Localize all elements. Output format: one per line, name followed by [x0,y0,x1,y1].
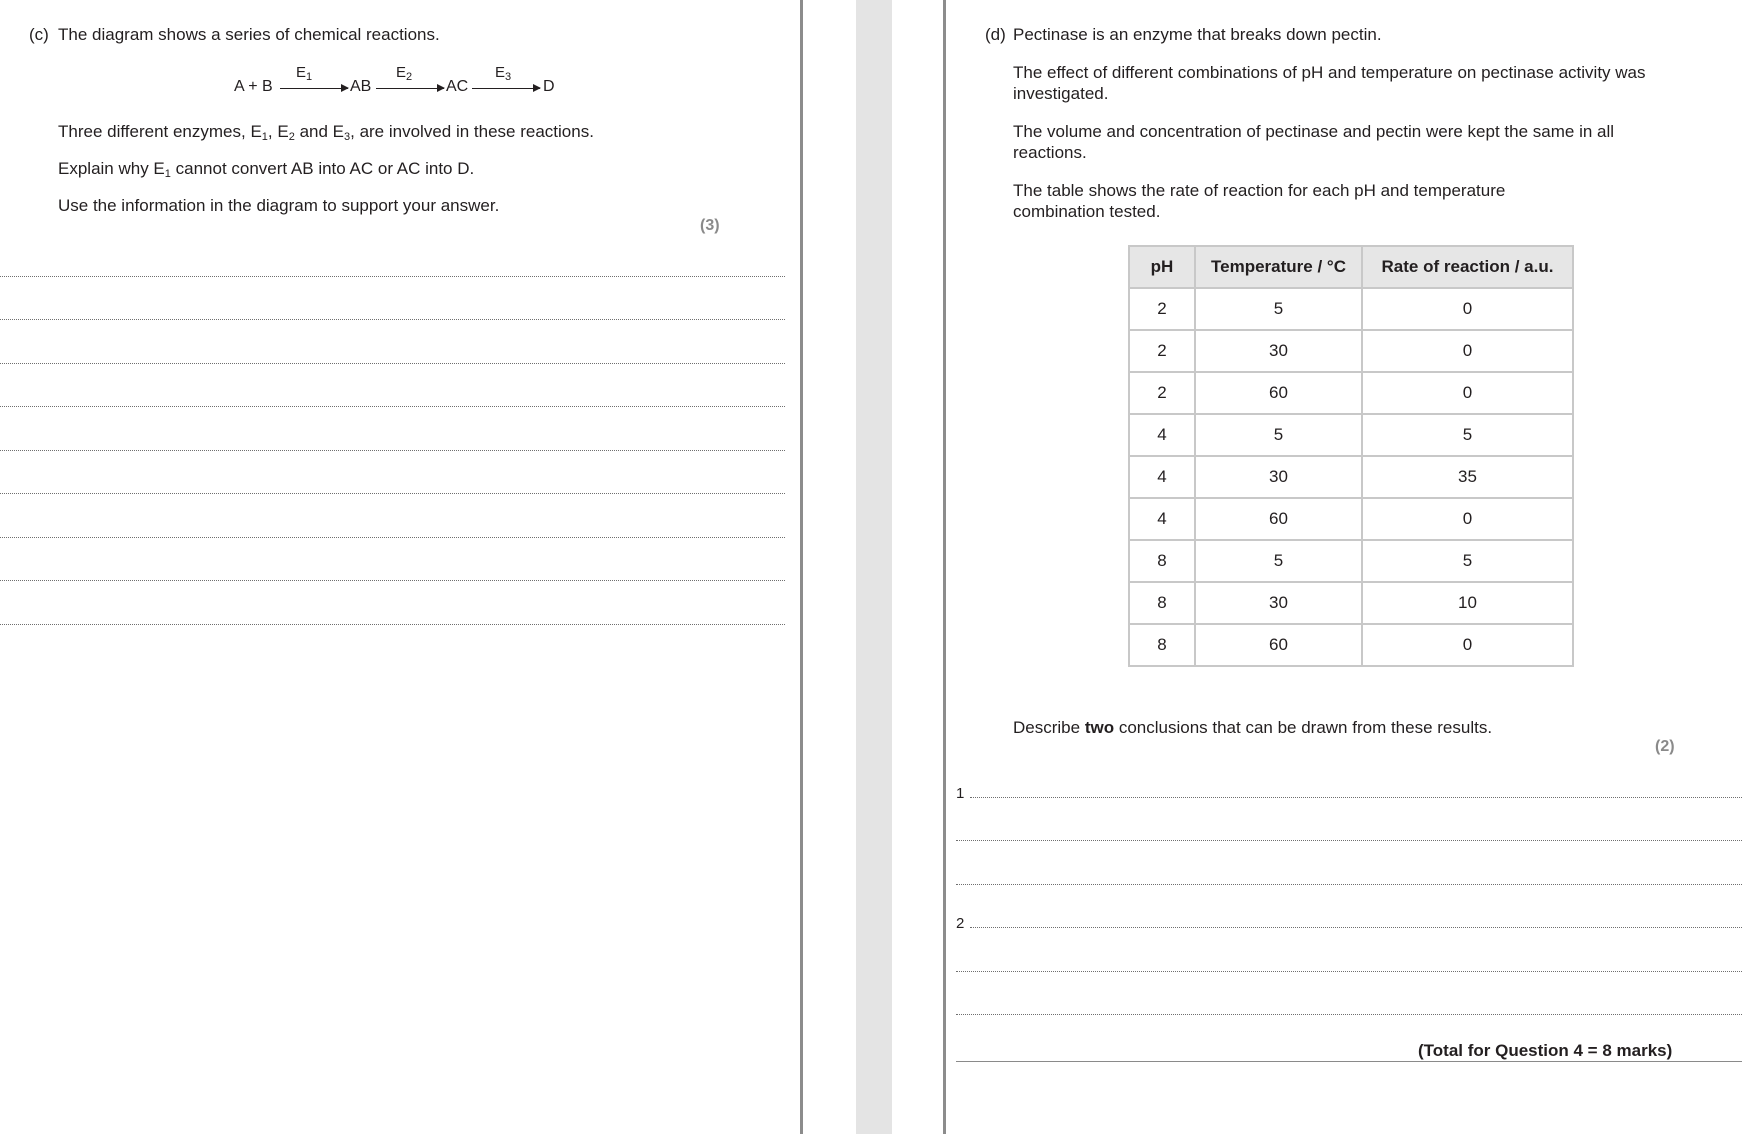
cell-ph: 4 [1129,414,1195,456]
cell-temperature: 30 [1195,582,1362,624]
table-row [1129,288,1573,330]
scheme-product-ac: AC [446,78,469,95]
answer-line[interactable] [0,319,785,320]
answer-line[interactable] [0,493,785,494]
part-d-para-1: The effect of different combinations of pH and temperature on pectinase activity was investigated. [1013,63,1646,103]
cell-rate: 0 [1362,624,1573,666]
scheme-arrow-1 [280,88,348,89]
header-temperature: Temperature / °C [1195,246,1362,288]
cell-rate: 0 [1362,372,1573,414]
answer-line[interactable] [0,406,785,407]
scheme-arrow-2 [376,88,444,89]
results-table [1128,245,1574,667]
answer-line[interactable] [0,363,785,364]
scheme-enzyme-e2: $E_2$ [396,64,413,83]
cell-temperature: 5 [1195,414,1362,456]
cell-ph: 8 [1129,624,1195,666]
cell-rate: 10 [1362,582,1573,624]
answer-line[interactable] [0,624,785,625]
part-c-label: (c) [29,25,49,44]
part-c-marks: (3) [700,217,720,234]
cell-temperature: 5 [1195,288,1362,330]
table-header-row [1129,246,1573,288]
table-row [1129,498,1573,540]
scheme-product-ab: AB [350,78,372,95]
answer-line[interactable] [0,537,785,538]
part-d-intro: Pectinase is an enzyme that breaks down pectin. [1013,25,1382,44]
answer-line[interactable] [0,450,785,451]
answer-number-1: 1 [956,785,965,802]
cell-temperature: 30 [1195,330,1362,372]
part-c-instruction: Use the information in the diagram to support your answer. [58,196,500,215]
table-row [1129,540,1573,582]
answer-line[interactable] [970,927,1742,928]
part-d-para-3: The table shows the rate of reaction for each pH and temperature combination tested. [1013,181,1506,221]
table-row [1129,624,1573,666]
table-row [1129,330,1573,372]
cell-temperature: 30 [1195,456,1362,498]
part-c-intro: The diagram shows a series of chemical reactions. [58,25,440,44]
header-rate: Rate of reaction / a.u. [1362,246,1573,288]
part-d-para-2: The volume and concentration of pectinase and pectin were kept the same in all reactions. [1013,122,1615,162]
scheme-arrow-3 [472,88,540,89]
total-rule [956,1061,1742,1062]
header-ph: pH [1129,246,1195,288]
cell-rate: 5 [1362,540,1573,582]
part-d-marks: (2) [1655,738,1675,755]
cell-rate: 0 [1362,330,1573,372]
cell-ph: 4 [1129,456,1195,498]
scheme-product-d: D [543,78,555,95]
cell-temperature: 60 [1195,498,1362,540]
answer-line[interactable] [956,840,1742,841]
answer-line[interactable] [956,1014,1742,1015]
cell-ph: 2 [1129,330,1195,372]
cell-ph: 2 [1129,288,1195,330]
answer-number-2: 2 [956,915,965,932]
part-d-question: Describe two conclusions that can be drawn from these results. [1013,718,1493,737]
answer-line[interactable] [970,797,1742,798]
scheme-enzyme-e1: $E_1$ [296,64,313,83]
part-d-label: (d) [985,25,1006,44]
table-row [1129,414,1573,456]
answer-line[interactable] [956,971,1742,972]
left-page [0,0,800,1134]
part-c-question: Explain why $E_1$ cannot convert AB into AC or AC into D. [58,159,475,180]
cell-ph: 2 [1129,372,1195,414]
page-edge-left [800,0,803,1134]
cell-rate: 5 [1362,414,1573,456]
cell-temperature: 60 [1195,372,1362,414]
cell-ph: 8 [1129,540,1195,582]
scheme-enzyme-e3: $E_3$ [495,64,512,83]
table-row [1129,582,1573,624]
cell-rate: 0 [1362,288,1573,330]
cell-rate: 0 [1362,498,1573,540]
answer-line[interactable] [956,884,1742,885]
cell-temperature: 5 [1195,540,1362,582]
cell-ph: 4 [1129,498,1195,540]
page-edge-right [943,0,946,1134]
part-c-enzymes-line: Three different enzymes, $E_1$, $E_2$ and $E_3$, are involved in these reactions. [58,122,594,143]
cell-temperature: 60 [1195,624,1362,666]
page-spine [856,0,892,1134]
table-row [1129,372,1573,414]
cell-rate: 35 [1362,456,1573,498]
question-total: (Total for Question 4 = 8 marks) [1418,1041,1673,1060]
table-row [1129,456,1573,498]
answer-line[interactable] [0,580,785,581]
scheme-reactants: A + B [234,78,273,95]
cell-ph: 8 [1129,582,1195,624]
answer-line[interactable] [0,276,785,277]
